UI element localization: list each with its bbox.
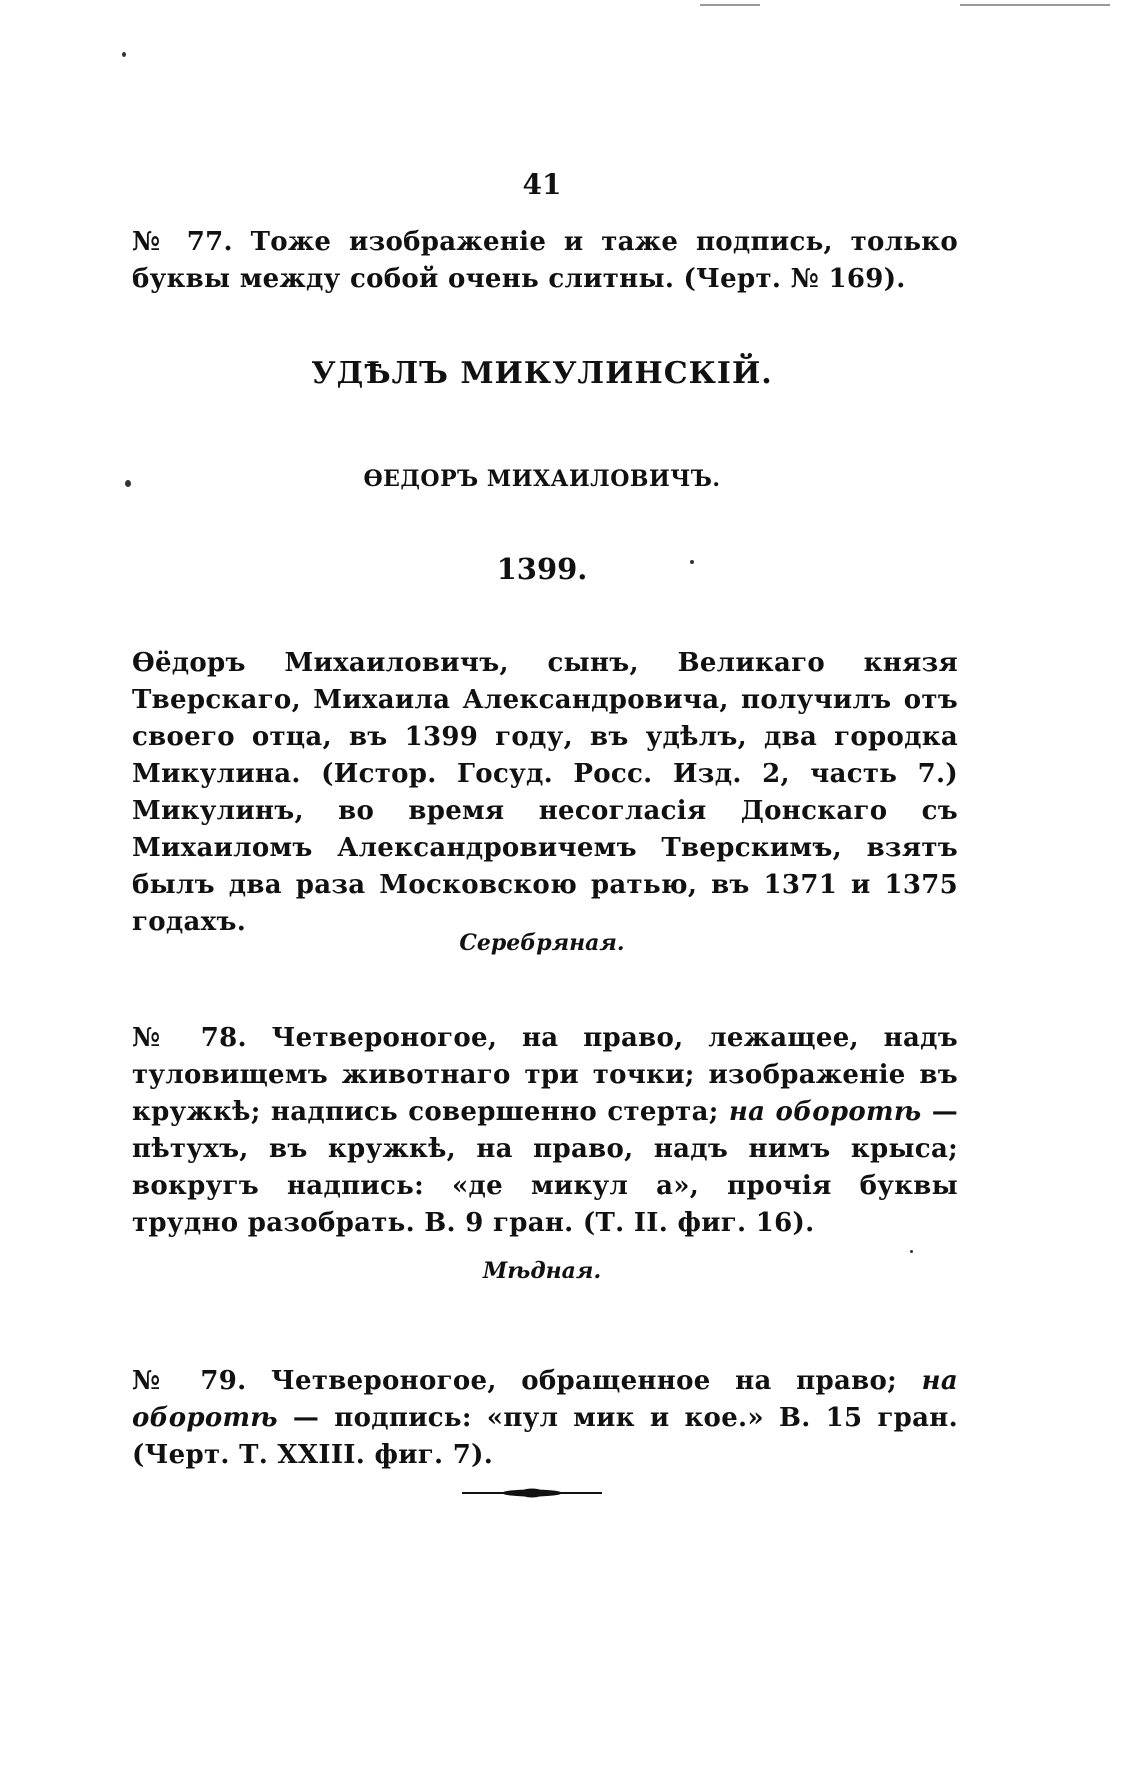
entry-79-text-reverse: — подпись: «пул мик и кое.» В. 15 гран. (Черт. Т. XXIII. фиг. 7). bbox=[132, 1403, 958, 1470]
entry-78-text: № 78. Четвероногое, на право, лежащее, надъ туловищемъ животнаго три точки; изображеніе въ кружкѣ; надпись совершенно стерта; bbox=[132, 1023, 958, 1127]
entry-78 bbox=[132, 1020, 958, 1242]
entry-77: № 77. Тоже изображеніе и таже подпись, только буквы между собой очень слитны. (Черт. № 169). bbox=[132, 227, 958, 294]
entry-78-reverse-label: на оборотѣ bbox=[728, 1097, 922, 1127]
section-title: УДѢЛЪ МИКУЛИНСКІЙ. bbox=[311, 356, 773, 391]
ruler-name: ѲЕДОРЪ МИХАИЛОВИЧЪ. bbox=[363, 466, 721, 492]
ink-speck bbox=[122, 52, 126, 57]
scan-edge-mark bbox=[700, 4, 760, 6]
entry-79 bbox=[132, 1363, 958, 1474]
year-heading: 1399. bbox=[496, 552, 588, 586]
entry-78-text-reverse: — пѣтухъ, въ кружкѣ, на право, надъ нимъ крыса; вокругъ надпись: «де микул а», прочія буквы трудно разобрать. В. 9 гран. (Т. II. фиг. 16). bbox=[132, 1097, 959, 1238]
closing-ornament-icon bbox=[462, 1488, 602, 1498]
page-number: 41 bbox=[522, 168, 562, 201]
biography-paragraph: Ѳёдоръ Михаиловичъ, сынъ, Великаго князя Тверскаго, Михаила Александровича, получилъ отъ своего отца, въ 1399 году, въ удѣлъ, два городка Микулина. (Истор. Госуд. Росс. Изд. 2, часть 7.) Микулинъ, во время несогласія Донскаго съ Михаиломъ Александровичемъ Тверскимъ, взятъ былъ два раза Московскою ратью, въ 1371 и 1375 годахъ. bbox=[132, 648, 958, 937]
copper-coin-heading: Мѣдная. bbox=[482, 1258, 602, 1284]
scan-edge-mark bbox=[960, 4, 1110, 6]
silver-coin-heading: Серебряная. bbox=[459, 930, 625, 956]
ink-speck bbox=[910, 1250, 913, 1253]
entry-79-reverse-label: на оборотѣ bbox=[132, 1366, 958, 1433]
entry-79-text: № 79. Четвероногое, обращенное на право; bbox=[132, 1366, 922, 1396]
